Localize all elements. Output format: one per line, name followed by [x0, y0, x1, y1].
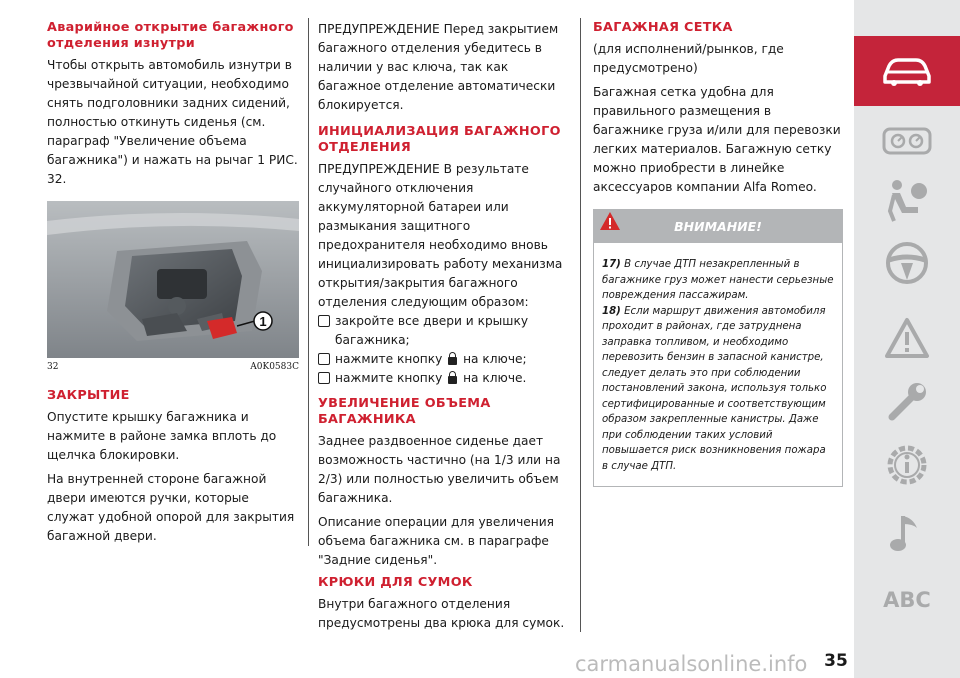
list-item: [318, 369, 568, 388]
tab-multimedia[interactable]: [854, 498, 960, 568]
figure-code: A0K0583C: [250, 362, 299, 372]
section-heading-increase-volume: УВЕЛИЧЕНИЕ ОБЪЕМА БАГАЖНИКА: [318, 396, 491, 427]
bullet-text-1: закройте все двери и крышку багажника;: [335, 314, 529, 347]
tab-technical-data[interactable]: [854, 430, 960, 500]
tab-car-overview[interactable]: [854, 36, 960, 106]
paragraph-increase-volume-2: Описание операции для увеличения объема багажника см. в параграфе "Задние сиденья".: [318, 515, 554, 567]
column-left: [47, 20, 299, 551]
warning-note-18: 18) Если маршрут движения автомобиля проходит в районах, где затруднена заправка топливом, и необходимо перевозить бензин в запасной канистре, следует делать это при соблюдении постановлений закона, используя только сертифицированные и соответствующим образом закрепленные канистры. Даже при соблюдении таких условий повышается риск возникновения пожара в случае ДТП.: [602, 305, 827, 472]
paragraph-initialization: ПРЕДУПРЕЖДЕНИЕ В результате случайного отключения аккумуляторной батареи или размыкания защитного предохранителя необходимо вновь инициализировать работу механизма открытия/закрытия багажного отделения следующим образом:: [318, 162, 563, 309]
car-icon: [881, 54, 933, 88]
warning-body: [593, 243, 843, 487]
paragraph-cargo-net-1: (для исполнений/рынков, где предусмотрено): [593, 42, 784, 75]
unlock-icon: [448, 352, 457, 365]
tab-index[interactable]: [854, 565, 960, 635]
section-heading-emergency-open: Аварийное открытие багажного отделения изнутри: [47, 20, 294, 51]
list-item: [318, 312, 568, 350]
section-heading-closing: ЗАКРЫТИЕ: [47, 388, 130, 403]
paragraph-key-warning: ПРЕДУПРЕЖДЕНИЕ Перед закрытием багажного отделения убедитесь в наличии у вас ключа, так как багажное отделение автоматически блокируется.: [318, 22, 559, 112]
warning-title: ВНИМАНИЕ!: [674, 218, 762, 234]
warning-note-17: 17) В случае ДТП незакрепленный в багажнике груз может нанести серьезные повреждения пассажирам.: [602, 259, 834, 301]
bullet-text-3a: нажмите кнопку: [335, 371, 443, 385]
watermark: carmanualsonline.info: [575, 652, 808, 676]
music-note-icon: [887, 510, 927, 556]
trunk-lock-illustration: [47, 201, 299, 358]
checkbox-bullet-icon: [318, 315, 330, 327]
bullet-text-3b: на ключе.: [463, 371, 527, 385]
checkbox-bullet-icon: [318, 353, 330, 365]
paragraph-closing-2: На внутренней стороне багажной двери имеются ручки, которые служат удобной опорой для закрытия багажной двери.: [47, 472, 295, 543]
paragraph-increase-volume-1: Заднее раздвоенное сиденье дает возможность частично (на 1/3 или на 2/3) или полностью увеличить объем багажника.: [318, 434, 561, 505]
page-number: 35: [818, 644, 854, 678]
wrench-icon: [884, 379, 930, 425]
tab-safety[interactable]: [854, 165, 960, 235]
section-heading-cargo-net: БАГАЖНАЯ СЕТКА: [593, 20, 733, 35]
checkbox-bullet-icon: [318, 372, 330, 384]
lock-icon: [448, 371, 457, 384]
trunk-lock-figure: [47, 201, 299, 358]
tab-maintenance[interactable]: [854, 367, 960, 437]
paragraph-closing-1: Опустите крышку багажника и нажмите в районе замка вплоть до щелчка блокировки.: [47, 410, 277, 462]
dashboard-icon: [882, 126, 932, 156]
figure-number: 32: [47, 362, 59, 372]
paragraph-cargo-net-2: Багажная сетка удобна для правильного размещения в багажнике груза и/или для перевозки легких материалов. Багажную сетку можно приобрести в линейке аксессуаров компании Alfa Romeo.: [593, 85, 841, 194]
bullet-text-2a: нажмите кнопку: [335, 352, 443, 366]
tab-driving[interactable]: [854, 228, 960, 298]
warning-header: [593, 209, 843, 243]
airbag-icon: [884, 177, 930, 223]
warning-triangle-icon: [884, 317, 930, 359]
paragraph-bag-hooks: Внутри багажного отделения предусмотрены два крюка для сумок.: [318, 597, 565, 630]
figure-caption: [47, 362, 299, 372]
column-middle: [318, 20, 568, 638]
tab-emergency[interactable]: [854, 303, 960, 373]
info-gear-icon: [883, 441, 931, 489]
bullet-text-2b: на ключе;: [463, 352, 527, 366]
column-divider-1: [308, 18, 309, 546]
figure-callout-1: 1: [259, 314, 267, 329]
abc-label: ABC: [883, 588, 931, 612]
section-heading-initialization: ИНИЦИАЛИЗАЦИЯ БАГАЖНОГО ОТДЕЛЕНИЯ: [318, 124, 561, 155]
column-right: [593, 20, 843, 487]
warning-triangle-red-icon: [599, 211, 621, 231]
column-divider-2: [580, 18, 581, 632]
section-heading-bag-hooks: КРЮКИ ДЛЯ СУМОК: [318, 575, 473, 590]
steering-wheel-icon: [884, 240, 930, 286]
chapter-sidebar: [854, 0, 960, 678]
list-item: [318, 350, 568, 369]
paragraph-emergency-open: Чтобы открыть автомобиль изнутри в чрезвычайной ситуации, необходимо снять подголовники задних сидений, полностью откинуть сиденья (см. параграф "Увеличение объема багажника") и нажать на рычаг 1 РИС. 32.: [47, 58, 298, 186]
